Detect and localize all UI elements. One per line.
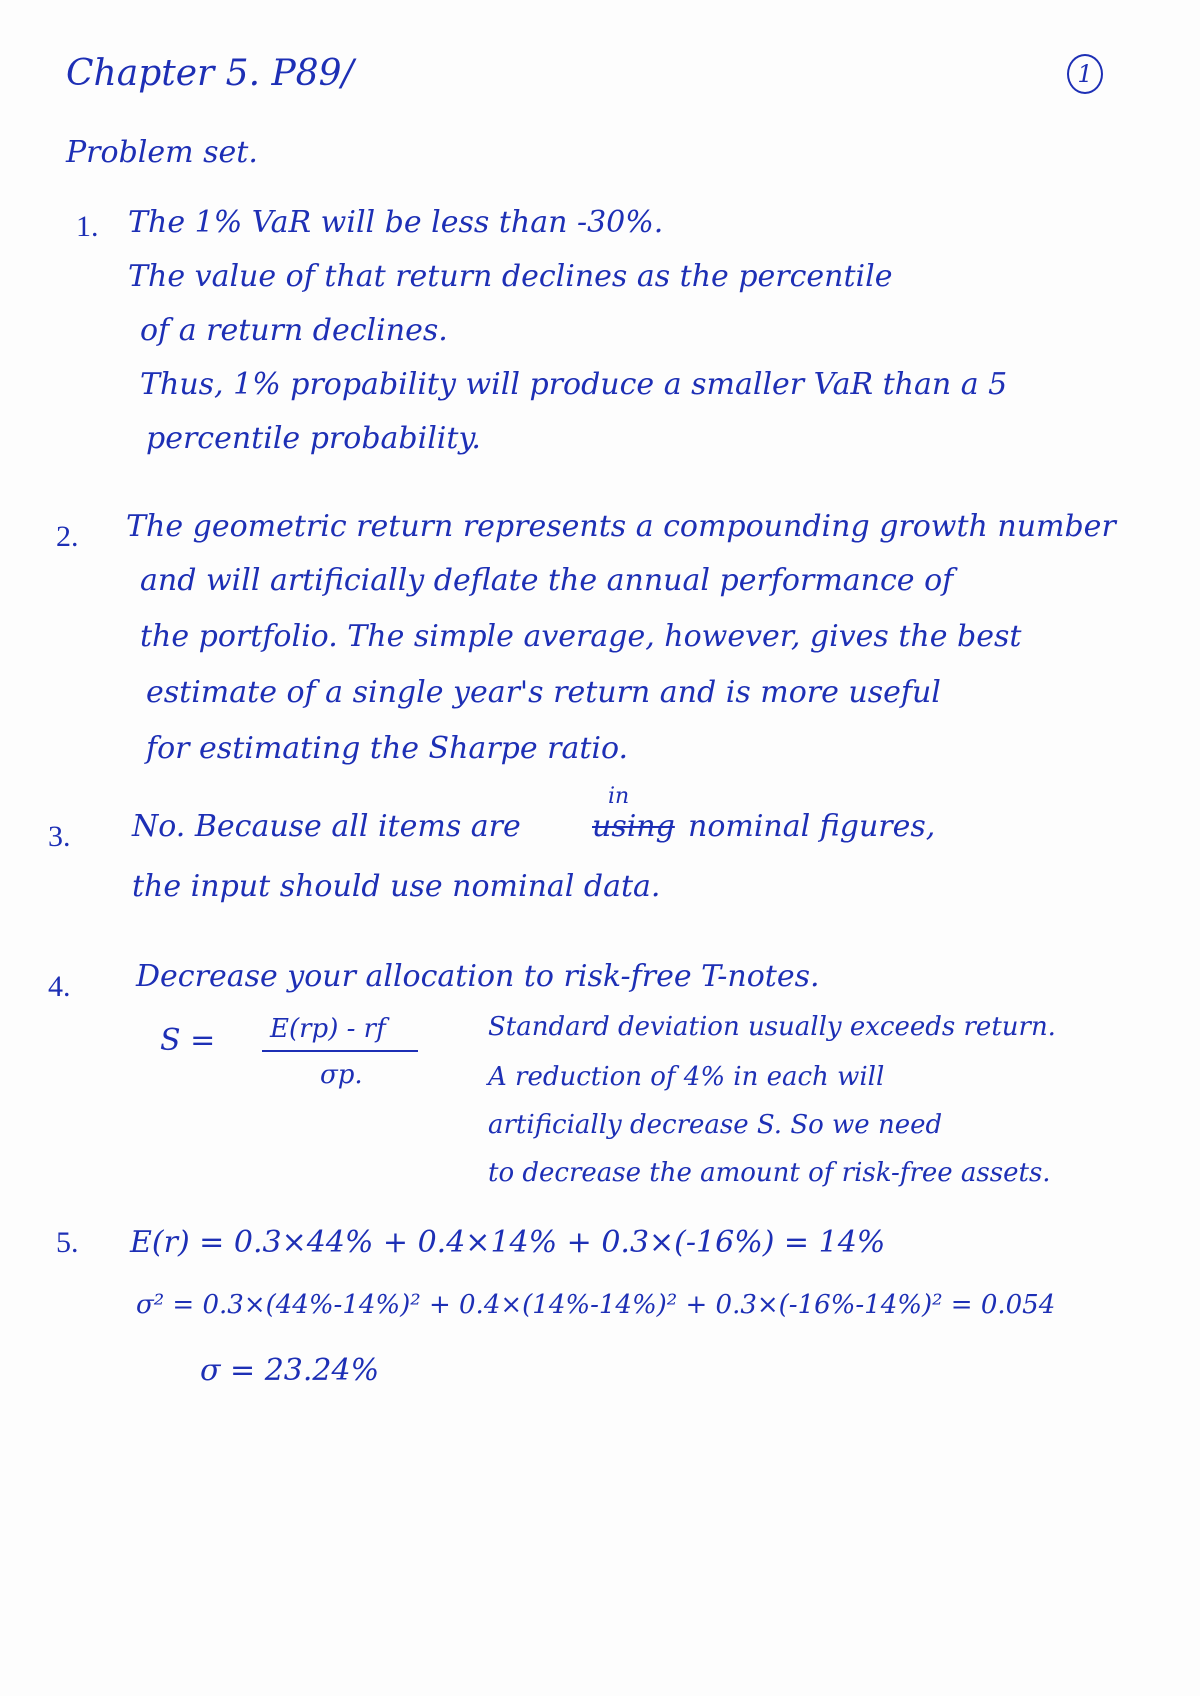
problem-3-line-start: No. Because all items are xyxy=(132,809,521,844)
inserted-word: in xyxy=(608,784,630,809)
std-dev-line: σ = 23.24% xyxy=(200,1353,380,1388)
problem-set-heading: Problem set. xyxy=(66,135,258,170)
problem-1-line: Thus, 1% propability will produce a smaller VaR than a 5 xyxy=(140,367,1008,402)
formula-numerator: E(rp) - rf xyxy=(270,1014,386,1044)
problem-4-explanation: to decrease the amount of risk-free assets. xyxy=(488,1158,1051,1188)
problem-2-line: for estimating the Sharpe ratio. xyxy=(146,731,629,766)
formula-lhs: S = xyxy=(160,1023,216,1058)
problem-2-line: estimate of a single year's return and is more useful xyxy=(146,675,941,710)
problem-1-line: The 1% VaR will be less than -30%. xyxy=(128,205,664,240)
problem-2-line: The geometric return represents a compounding growth number xyxy=(126,509,1116,544)
problem-1-line: The value of that return declines as the percentile xyxy=(128,259,893,294)
problem-4-explanation: artificially decrease S. So we need xyxy=(488,1110,943,1140)
problem-2-number: 2. xyxy=(56,520,79,553)
problem-1-line: of a return declines. xyxy=(140,313,448,348)
expected-return-line: E(r) = 0.3×44% + 0.4×14% + 0.3×(-16%) = 14% xyxy=(130,1225,886,1260)
problem-3-number: 3. xyxy=(48,820,71,853)
problem-4-explanation: A reduction of 4% in each will xyxy=(488,1062,885,1092)
problem-5-number: 5. xyxy=(56,1226,79,1259)
problem-2-line: the portfolio. The simple average, however, gives the best xyxy=(140,619,1022,654)
page-number-circle: 1 xyxy=(1067,54,1103,94)
problem-4-number: 4. xyxy=(48,970,71,1003)
problem-1-line: percentile probability. xyxy=(146,421,481,456)
problem-3-line-end: nominal figures, xyxy=(688,809,936,844)
problem-4-explanation: Standard deviation usually exceeds return. xyxy=(488,1012,1056,1042)
variance-line: σ² = 0.3×(44%-14%)² + 0.4×(14%-14%)² + 0.3×(-16%-14%)² = 0.054 xyxy=(136,1290,1056,1320)
problem-1-number: 1. xyxy=(76,210,99,243)
fraction-bar xyxy=(262,1050,418,1052)
problem-2-line: and will artificially deflate the annual performance of xyxy=(140,563,954,598)
formula-denominator: σp. xyxy=(320,1060,363,1090)
chapter-title: Chapter 5. P89/ xyxy=(66,53,354,94)
problem-3-line: the input should use nominal data. xyxy=(132,869,661,904)
problem-4-line: Decrease your allocation to risk-free T-notes. xyxy=(136,959,820,994)
struck-word: using xyxy=(592,809,675,844)
